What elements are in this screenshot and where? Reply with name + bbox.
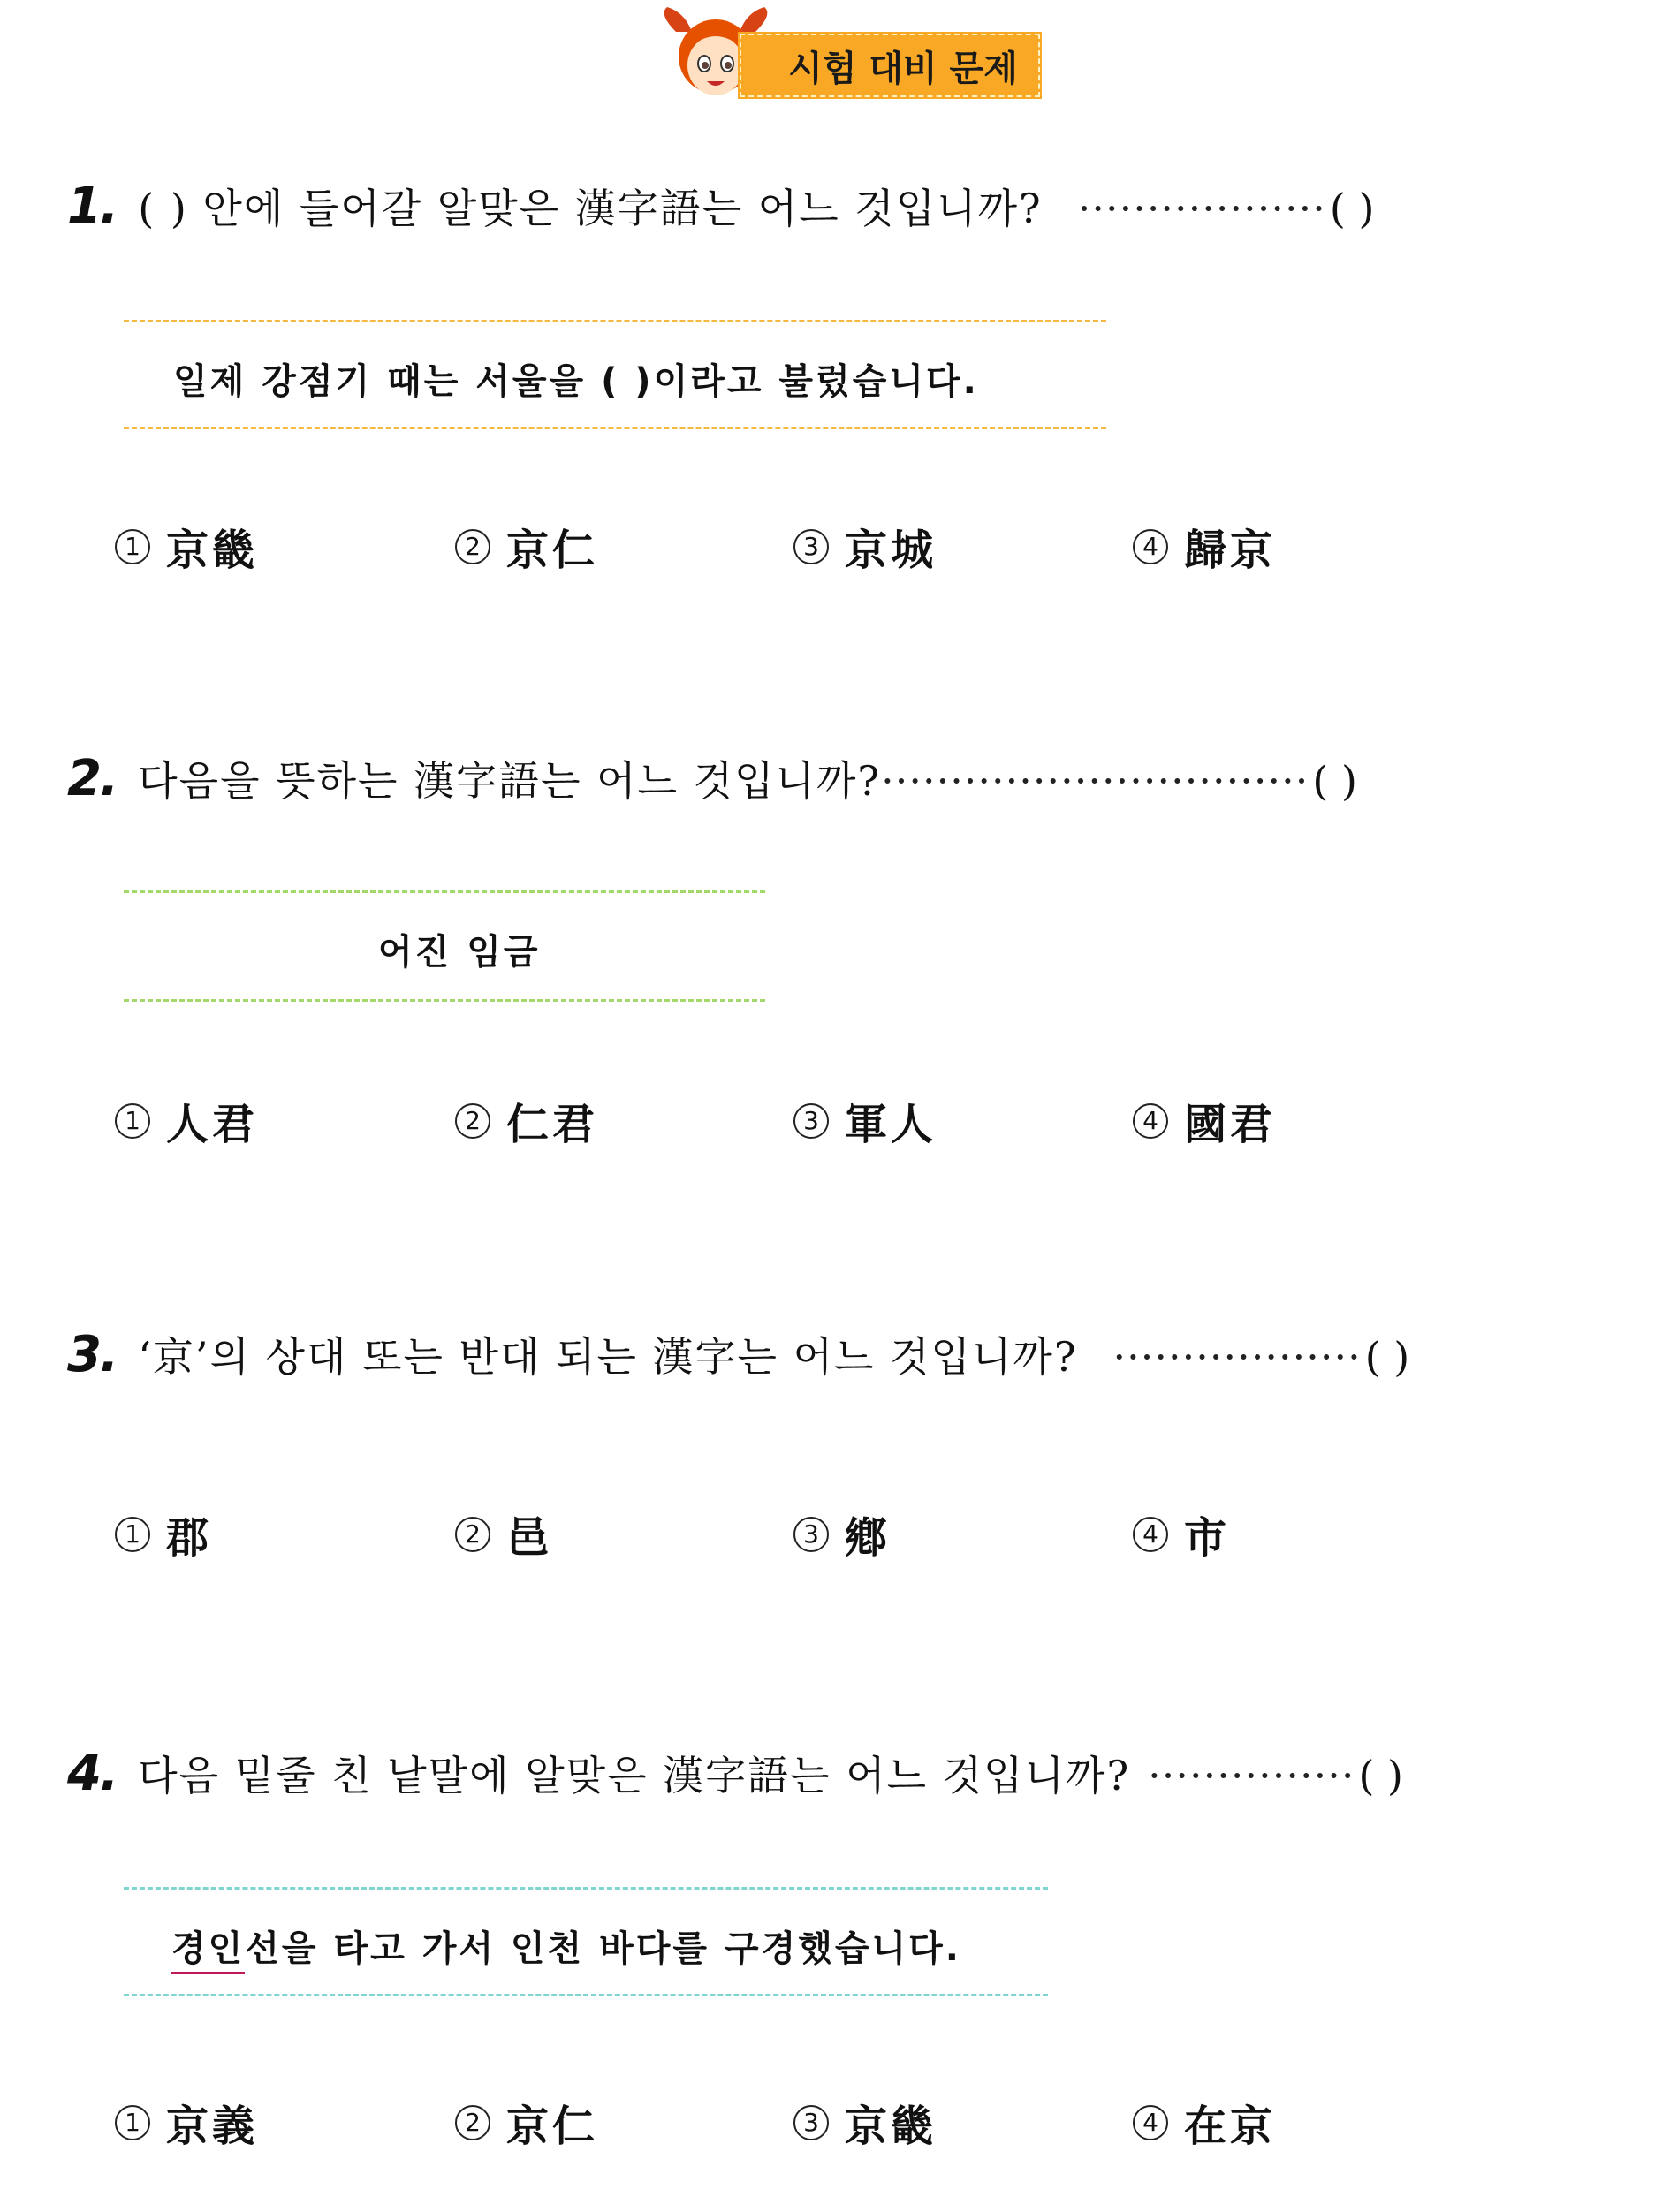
option-text: 仁君 <box>506 1100 599 1149</box>
circled-number: 3 <box>793 529 829 564</box>
option-text: 人君 <box>166 1100 259 1149</box>
answer-blank[interactable]: ( ) <box>1312 757 1357 805</box>
definition-text: 어진 임금 <box>378 932 541 973</box>
leader-dots: ··············· <box>1148 1752 1355 1799</box>
answer-blank[interactable]: ( ) <box>1364 1333 1410 1381</box>
circled-number: 2 <box>455 2105 490 2140</box>
section-header <box>658 5 1047 102</box>
underlined-word: 경인 <box>171 1928 246 1969</box>
option-3[interactable] <box>793 1504 891 1564</box>
leader-dots: ·················· <box>1112 1333 1362 1381</box>
circled-number: 1 <box>115 1517 150 1552</box>
question-number: 4. <box>67 1745 118 1802</box>
option-1[interactable] <box>115 2092 258 2153</box>
option-text: 京城 <box>845 526 937 575</box>
question-text: ( ) 안에 들어갈 알맞은 漢字語는 어느 것입니까? <box>138 185 1043 232</box>
option-2[interactable] <box>455 1090 598 1151</box>
option-text: 京畿 <box>166 526 259 575</box>
option-1[interactable] <box>115 1090 258 1151</box>
option-text: 京仁 <box>506 526 599 575</box>
option-3[interactable] <box>793 516 937 577</box>
question-3 <box>67 1325 1409 1383</box>
option-1[interactable] <box>115 516 258 577</box>
circled-number: 3 <box>793 1103 829 1139</box>
question-text: ‘京’의 상대 또는 반대 되는 漢字는 어느 것입니까? <box>138 1333 1078 1381</box>
leader-dots: ······························· <box>881 757 1309 805</box>
option-4[interactable] <box>1133 2092 1276 2153</box>
answer-blank[interactable]: ( ) <box>1358 1752 1403 1799</box>
option-text: 鄕 <box>845 1513 892 1563</box>
option-text: 京仁 <box>506 2102 599 2151</box>
option-4[interactable] <box>1133 516 1276 577</box>
circled-number: 2 <box>455 1517 490 1552</box>
circled-number: 3 <box>793 2105 829 2140</box>
circled-number: 4 <box>1133 529 1168 564</box>
option-4[interactable] <box>1133 1090 1276 1151</box>
circled-number: 3 <box>793 1517 829 1552</box>
option-1[interactable] <box>115 1504 212 1564</box>
circled-number: 2 <box>455 529 490 564</box>
option-text: 歸京 <box>1184 526 1277 575</box>
circled-number: 1 <box>115 529 150 564</box>
circled-number: 1 <box>115 2105 150 2140</box>
circled-number: 2 <box>455 1103 490 1139</box>
option-4[interactable] <box>1133 1504 1230 1564</box>
circled-number: 4 <box>1133 1517 1168 1552</box>
option-2[interactable] <box>455 516 598 577</box>
sentence-rest: 선을 타고 가서 인천 바다를 구경했습니다. <box>245 1928 961 1969</box>
option-text: 市 <box>1184 1513 1231 1563</box>
option-2[interactable] <box>455 1504 552 1564</box>
option-2[interactable] <box>455 2092 598 2153</box>
question-number: 2. <box>67 750 118 807</box>
question-text: 다음 밑줄 친 낱말에 알맞은 漢字語는 어느 것입니까? <box>138 1752 1131 1799</box>
leader-dots: ·················· <box>1077 185 1326 232</box>
option-text: 在京 <box>1184 2102 1277 2151</box>
option-text: 軍人 <box>845 1100 937 1149</box>
example-sentence <box>171 1920 961 1971</box>
question-text: 다음을 뜻하는 漢字語는 어느 것입니까? <box>138 757 882 805</box>
option-text: 邑 <box>506 1513 553 1563</box>
option-text: 京畿 <box>845 2102 937 2151</box>
question-1 <box>67 177 1374 235</box>
question-2 <box>67 749 1357 807</box>
option-text: 國君 <box>1184 1100 1277 1149</box>
question-number: 1. <box>67 178 118 235</box>
circled-number: 1 <box>115 1103 150 1139</box>
option-3[interactable] <box>793 2092 937 2153</box>
example-sentence: 일제 강점기 때는 서울을 ( )이라고 불렀습니다. <box>173 361 979 402</box>
section-title: 시험 대비 문제 <box>740 34 1040 97</box>
option-text: 郡 <box>166 1513 213 1563</box>
answer-blank[interactable]: ( ) <box>1329 185 1375 232</box>
option-3[interactable] <box>793 1090 937 1151</box>
question-4 <box>67 1744 1403 1802</box>
option-text: 京義 <box>166 2102 259 2151</box>
circled-number: 4 <box>1133 1103 1168 1139</box>
circled-number: 4 <box>1133 2105 1168 2140</box>
question-number: 3. <box>67 1326 118 1383</box>
